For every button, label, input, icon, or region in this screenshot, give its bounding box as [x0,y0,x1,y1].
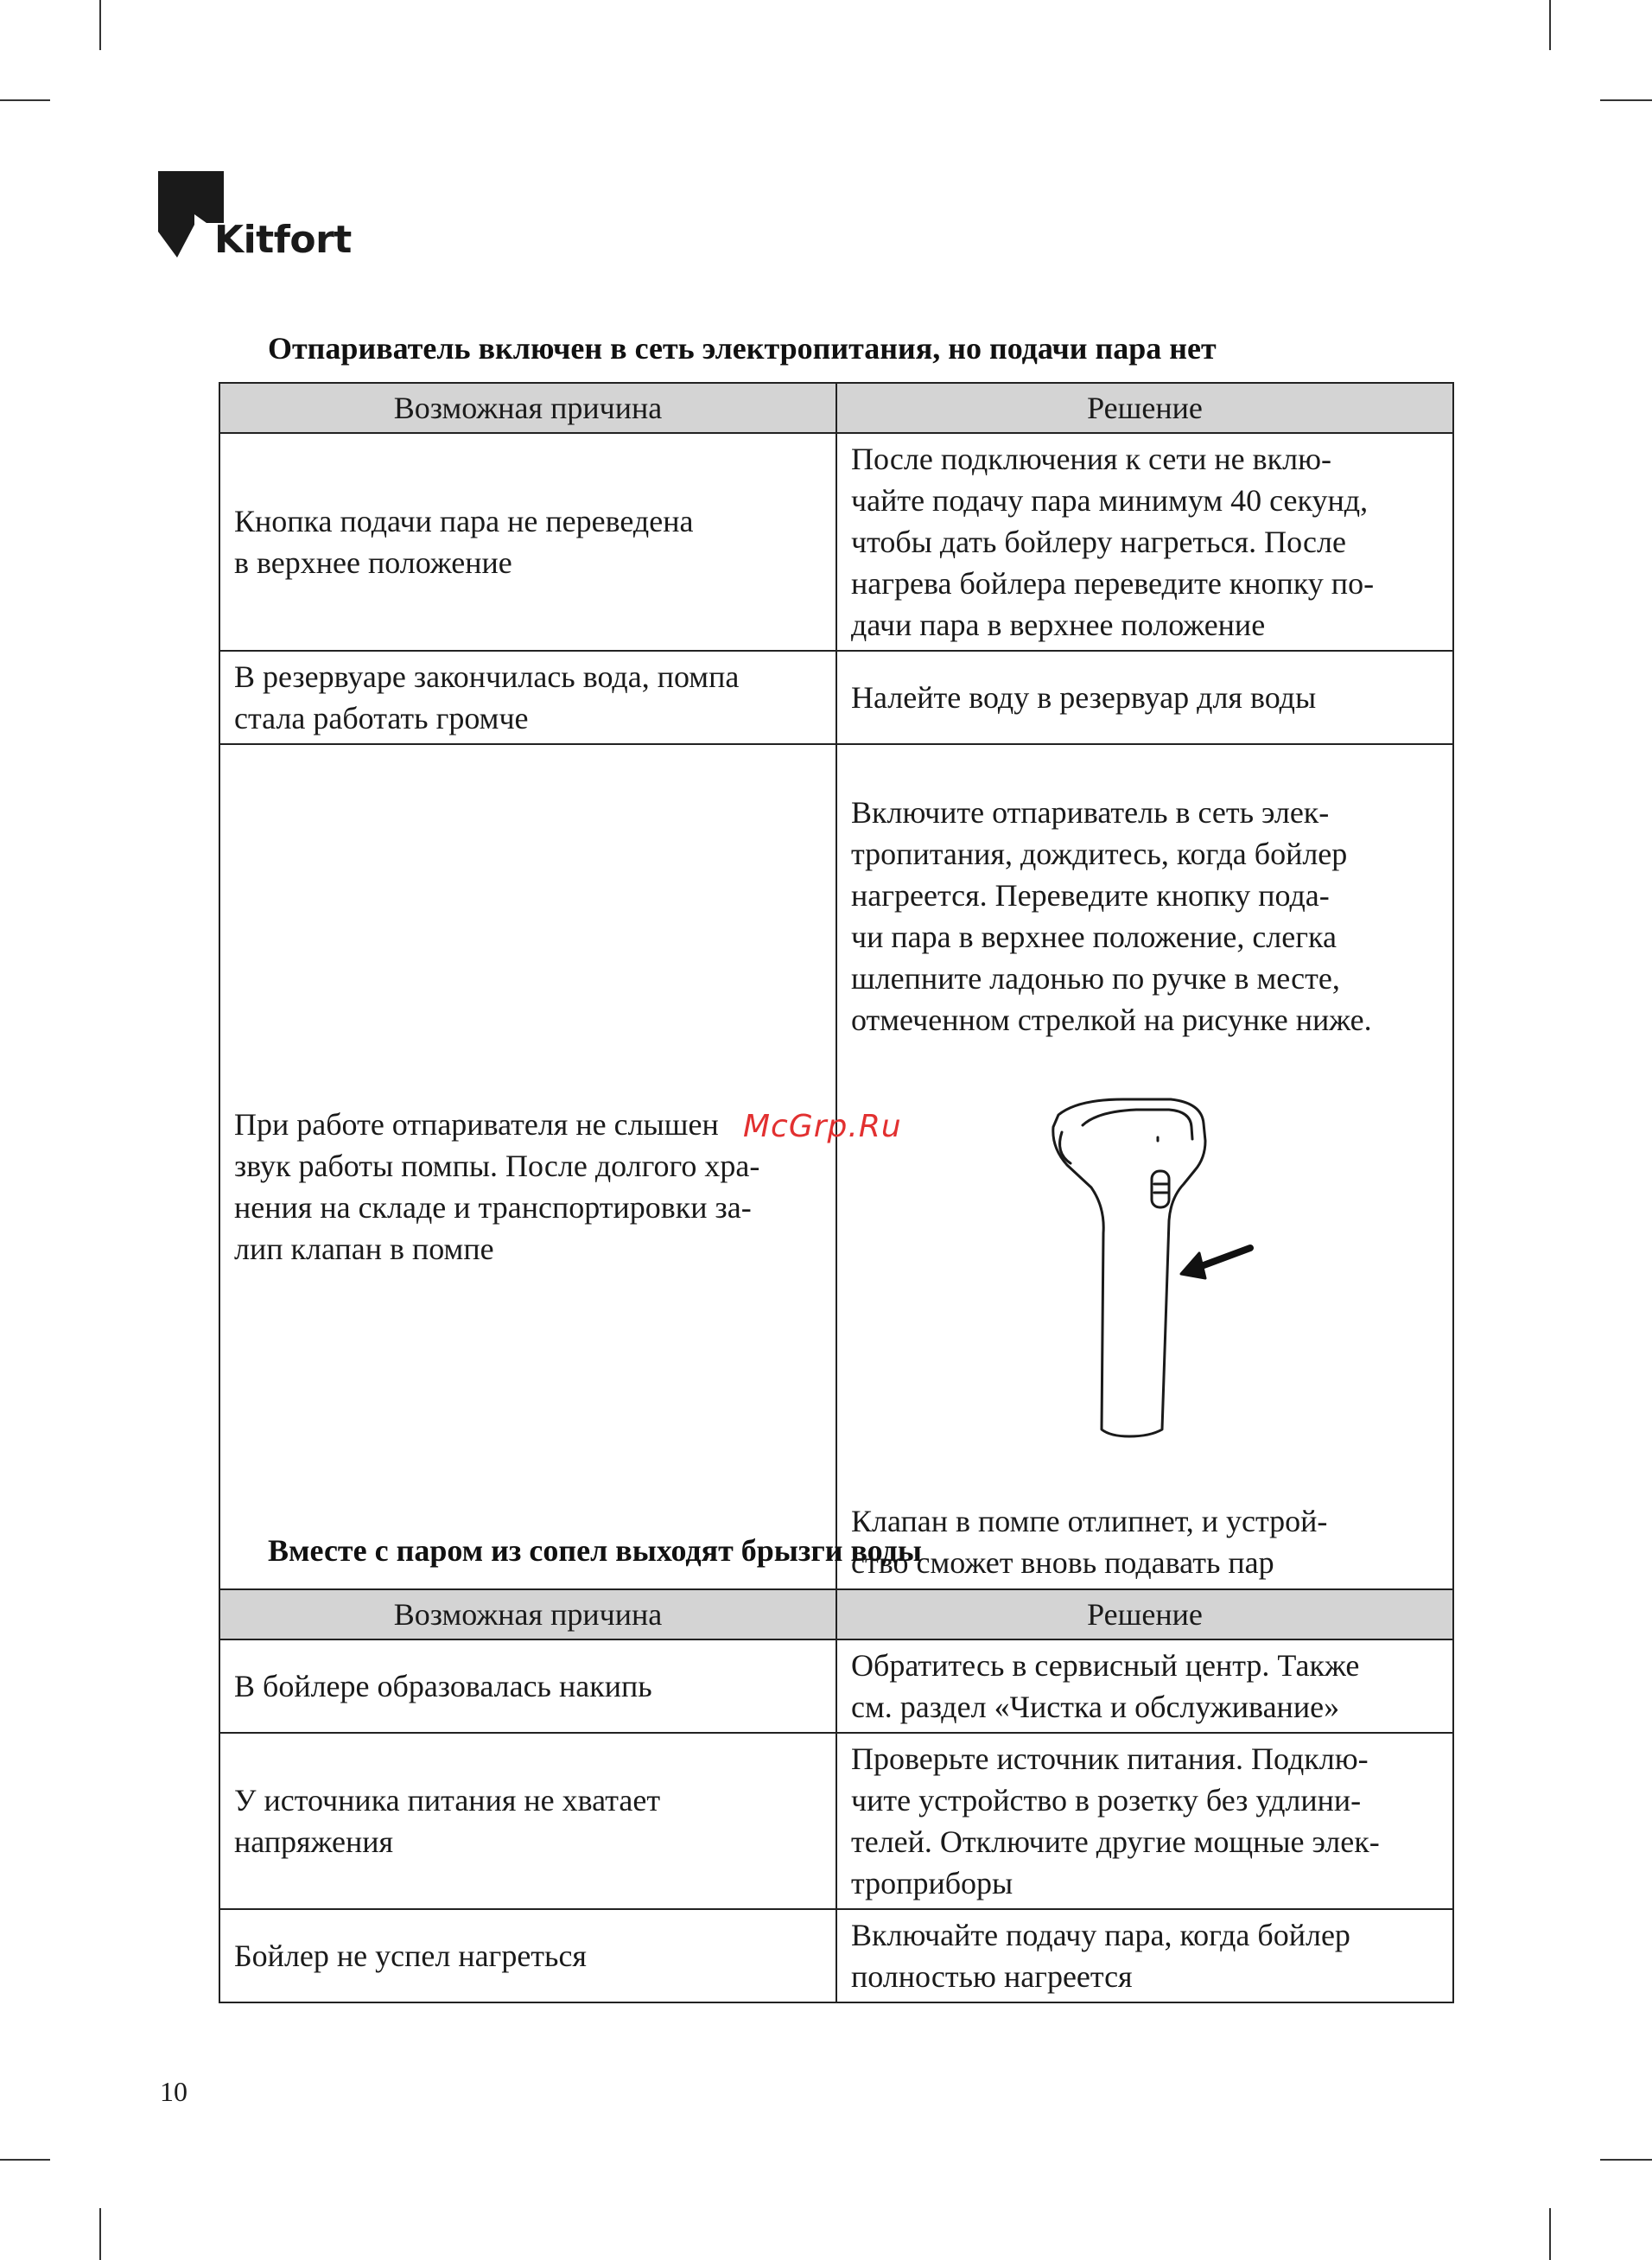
crop-mark [1549,2208,1551,2260]
cause-cell: В бойлере образовалась накипь [219,1639,836,1733]
crop-mark [0,99,50,101]
solution-cell: После подключения к сети не вклю- чайте подачу пара минимум 40 секунд, чтобы дать бойлеру нагреться. После нагрева бойлера переведите кнопку по- дачи пара в верхнее положение [836,433,1453,651]
table-header-row [219,383,1453,433]
steamer-illustration [1032,1091,1309,1454]
crop-mark [1600,99,1652,101]
table-row [219,1909,1453,2002]
solution-cell: Включайте подачу пара, когда бойлер полностью нагреется [836,1909,1453,2002]
page-number: 10 [160,2076,187,2107]
cause-cell: Кнопка подачи пара не переведена в верхнее положение [219,433,836,651]
arrow-icon [1181,1248,1250,1278]
crop-mark [99,0,101,50]
cause-cell: Бойлер не успел нагреться [219,1909,836,2002]
table-row [219,1733,1453,1909]
crop-mark [0,2159,50,2161]
cause-cell: При работе отпаривателя не слышен звук работы помпы. После долгого хра- нения на складе и транспортировки за- лип клапан в помпе [219,744,836,1629]
cause-cell: В резервуаре закончилась вода, помпа стала работать громче [219,651,836,744]
header-cause: Возможная причина [219,1589,836,1639]
section-title: Вместе с паром из сопел выходят брызги воды [268,1533,922,1568]
crop-mark [1600,2159,1652,2161]
troubleshooting-table [219,1588,1454,2003]
table-row [219,651,1453,744]
crop-mark [1549,0,1551,50]
solution-text: Включите отпариватель в сеть элек- тропитания, дождитесь, когда бойлер нагреется. Переведите кнопку пода- чи пара в верхнее положение, слегка шлепните ладонью по ручке в месте, отмеченном стрелкой на рисунке ниже. [851,795,1372,1037]
header-solution: Решение [836,383,1453,433]
table-header-row [219,1589,1453,1639]
cause-cell: У источника питания не хватает напряжения [219,1733,836,1909]
solution-cell: Проверьте источник питания. Подклю- чите устройство в розетку без удлини- телей. Отключите другие мощные элек- троприборы [836,1733,1453,1909]
table-row [219,1639,1453,1733]
section-title: Отпариватель включен в сеть электропитания, но подачи пара нет [268,331,1217,366]
solution-cell: Обратитесь в сервисный центр. Также см. раздел «Чистка и обслуживание» [836,1639,1453,1733]
solution-cell: Налейте воду в резервуар для воды [836,651,1453,744]
solution-text-after: Клапан в помпе отлипнет, и устрой- ство сможет вновь подавать пар [851,1504,1328,1580]
table-row [219,433,1453,651]
crop-mark [99,2208,101,2260]
brand-name: Kitfort [214,218,352,262]
table-row [219,744,1453,1629]
troubleshooting-table [219,382,1454,1630]
solution-cell [836,744,1453,1629]
header-cause: Возможная причина [219,383,836,433]
header-solution: Решение [836,1589,1453,1639]
watermark: McGrp.Ru [743,1109,902,1144]
